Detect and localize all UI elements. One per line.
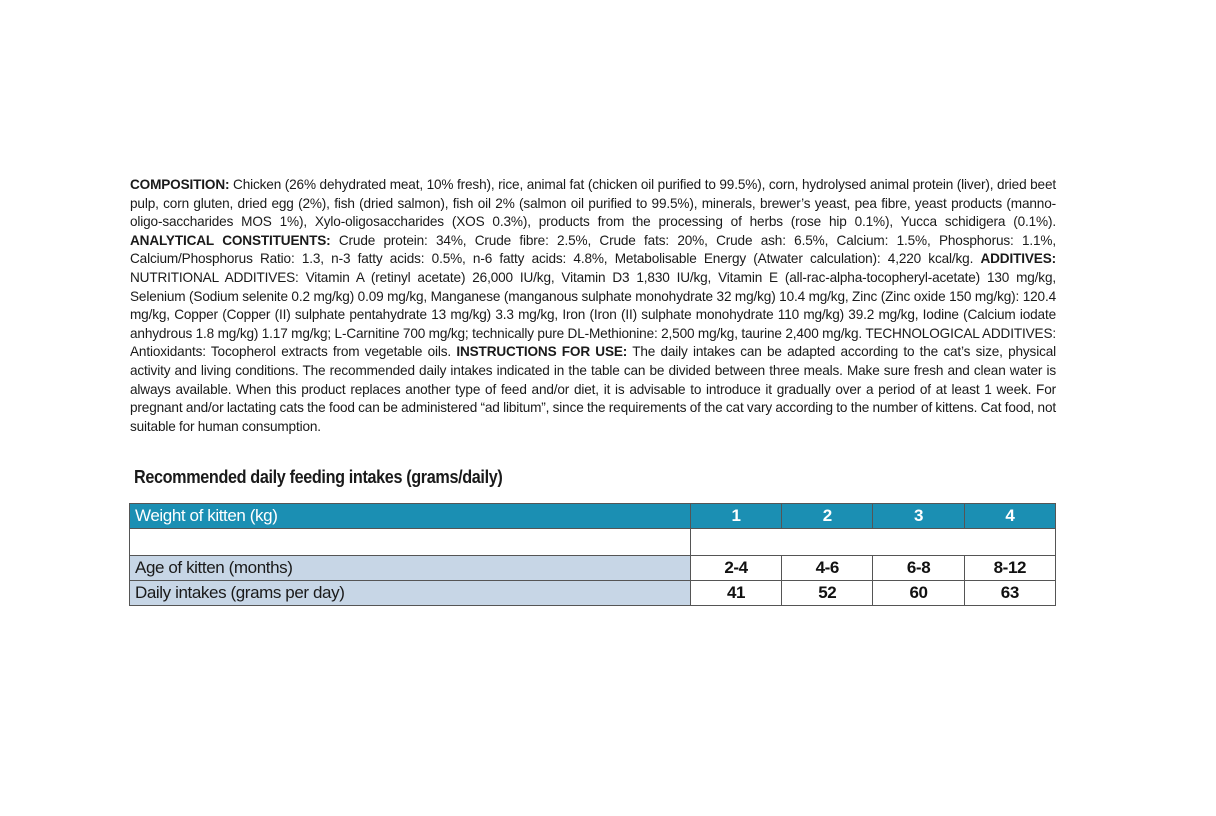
- row-label-cell: Daily intakes (grams per day): [130, 581, 691, 606]
- row-value-cell: 52: [782, 581, 873, 606]
- product-label-text: [130, 176, 1056, 436]
- instructions-heading: INSTRUCTIONS FOR USE:: [456, 344, 628, 360]
- row-value-cell: 2-4: [690, 556, 781, 581]
- table-row: [130, 581, 1056, 606]
- composition-text: Chicken (26% dehydrated meat, 10% fresh), rice, animal fat (chicken oil purified to 99.5%), corn, hydrolysed animal protein (liver), dried beet pulp, corn gluten, dried egg (2%), fish (dried salmon), fish oil 2% (salmon oil purified to 99.5%), minerals, brewer’s yeast, pea fibre, yeast products (manno-oligo-saccharides MOS 1%), Xylo-oligosaccharides (XOS 0.3%), products from the processing of herbs (rose hip 0.1%), Yucca schidigera (0.1%).: [130, 177, 1056, 230]
- additives-heading: ADDITIVES:: [980, 251, 1056, 267]
- row-value-cell: 63: [964, 581, 1055, 606]
- header-value-cell: 4: [964, 504, 1055, 529]
- analytical-constituents-text: Crude protein: 34%, Crude fibre: 2.5%, Crude fats: 20%, Crude ash: 6.5%, Calcium: 1.5%, Phosphorus: 1.1%, Calcium/Phosphorus Ratio: 1.3, n-3 fatty acids: 0.5%, n-6 fatty acids: 4.8%, Metabolisable Energy (Atwater calculation): 4,220 kcal/kg.: [130, 232, 1056, 267]
- row-value-cell: 6-8: [873, 556, 964, 581]
- row-value-cell: 4-6: [782, 556, 873, 581]
- row-label-cell: Age of kitten (months): [130, 556, 691, 581]
- table-spacer-row: [130, 529, 1056, 556]
- row-value-cell: 8-12: [964, 556, 1055, 581]
- table-row: [130, 556, 1056, 581]
- header-value-cell: 2: [782, 504, 873, 529]
- spacer-value-cell: [690, 529, 1055, 556]
- header-label-cell: Weight of kitten (kg): [130, 504, 691, 529]
- feeding-table: [129, 503, 1056, 606]
- additives-text: NUTRITIONAL ADDITIVES: Vitamin A (retinyl acetate) 26,000 IU/kg, Vitamin D3 1,830 IU/kg, Vitamin E (all-rac-alpha-tocopheryl-acetate) 130 mg/kg, Selenium (Sodium selenite 0.2 mg/kg) 0.09 mg/kg, Manganese (manganous sulphate monohydrate 32 mg/kg) 10.4 mg/kg, Zinc (Zinc oxide 150 mg/kg): 120.4 mg/kg, Copper (Copper (II) sulphate pentahydrate 13 mg/kg) 3.3 mg/kg, Iron (Iron (II) sulphate monohydrate 110 mg/kg) 39.2 mg/kg, Iodine (Calcium iodate anhydrous 1.8 mg/kg) 1.17 mg/kg; L-Carnitine 700 mg/kg; technically pure DL-Methionine: 2,500 mg/kg, taurine 2,400 mg/kg. TECHNOLOGICAL ADDITIVES: Antioxidants: Tocopherol extracts from vegetable oils.: [130, 269, 1056, 360]
- instructions-text: The daily intakes can be adapted according to the cat’s size, physical activity and living conditions. The recommended daily intakes indicated in the table can be divided between three meals. Make sure fresh and clean water is always available. When this product replaces another type of feed and/or diet, it is advisable to introduce it gradually over a period of at least 1 week. For pregnant and/or lactating cats the food can be administered “ad libitum”, since the requirements of the cat vary according to the number of kittens. Cat food, not suitable for human consumption.: [130, 344, 1056, 434]
- row-value-cell: 41: [690, 581, 781, 606]
- header-value-cell: 3: [873, 504, 964, 529]
- composition-heading: COMPOSITION:: [130, 177, 230, 192]
- analytical-constituents-heading: ANALYTICAL CONSTITUENTS:: [130, 232, 331, 248]
- table-header-row: [130, 504, 1056, 529]
- header-value-cell: 1: [690, 504, 781, 529]
- spacer-label-cell: [130, 529, 691, 556]
- row-value-cell: 60: [873, 581, 964, 606]
- feeding-table-title: Recommended daily feeding intakes (grams/daily): [134, 467, 503, 487]
